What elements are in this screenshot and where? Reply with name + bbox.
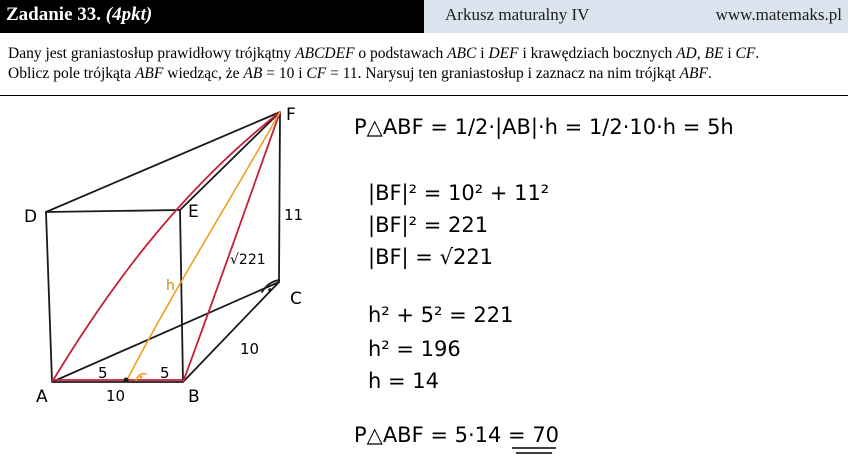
h-equation-3: h = 14 [368, 369, 439, 393]
vertex-c-label: C [290, 289, 302, 309]
task-text: Oblicz pole trójkąta [8, 65, 135, 82]
right-angle-dot-c [268, 288, 272, 292]
final-answer: P△ABF = 5·14 = 70 [354, 423, 560, 447]
edge-de [46, 210, 180, 212]
task-text: = 10 i [262, 65, 307, 82]
sheet-header [424, 0, 848, 33]
height-label: h [166, 278, 175, 294]
task-text: i [723, 45, 736, 62]
math-symbol: BE [704, 45, 724, 62]
edge-bc-label: 10 [240, 340, 260, 358]
task-header [0, 0, 424, 33]
math-symbol: AD [676, 45, 697, 62]
bf-equation-2: |BF|² = 221 [368, 213, 489, 237]
task-number: Zadanie 33. [6, 4, 102, 25]
vertex-a-label: A [36, 387, 48, 407]
prism-drawing [0, 96, 848, 463]
area-formula: P△ABF = 1/2·|AB|·h = 1/2·10·h = 5h [354, 115, 734, 139]
task-text: i [476, 45, 489, 62]
math-symbol: DEF [488, 45, 519, 62]
edge-ab-label: 10 [106, 387, 126, 405]
math-symbol: ABF [679, 65, 708, 82]
h-equation-1: h² + 5² = 221 [368, 303, 514, 327]
task-text: . [755, 45, 760, 62]
bf-equation-1: |BF|² = 10² + 11² [368, 181, 550, 205]
math-symbol: CF [306, 65, 327, 82]
task-line-1 [8, 44, 844, 64]
right-angle-dot-h [140, 376, 143, 379]
task-text: , [696, 45, 705, 62]
math-symbol: CF [735, 45, 756, 62]
midpoint-dot [124, 378, 129, 383]
task-text: = 11. Narysuj ten graniastosłup i zaznacz na nim trójkąt [326, 65, 680, 82]
task-line-2 [8, 64, 844, 84]
math-symbol: ABF [134, 65, 164, 82]
task-text: wiedząc, że [163, 65, 244, 82]
edge-df [46, 112, 280, 212]
half-right-label: 5 [160, 364, 170, 382]
sheet-title: Arkusz maturalny IV [445, 5, 590, 24]
half-left-label: 5 [98, 364, 108, 382]
vertex-b-label: B [188, 387, 200, 407]
vertex-d-label: D [24, 207, 38, 227]
bf-length-label: √221 [230, 252, 266, 268]
task-text: o podstawach [354, 45, 448, 62]
edge-bc [183, 282, 279, 382]
task-text: Dany jest graniastosłup prawidłowy trójkątny [8, 45, 296, 62]
task-text: i krawędziach bocznych [518, 45, 677, 62]
answer-underline [512, 448, 556, 453]
task-statement [8, 44, 844, 84]
vertex-f-label: F [286, 105, 296, 125]
bf-equation-3: |BF| = √221 [368, 245, 494, 269]
task-text: . [708, 65, 712, 82]
website-label: www.matemaks.pl [715, 5, 842, 24]
edge-ef [180, 112, 280, 210]
task-points: (4pkt) [105, 4, 153, 25]
h-equation-2: h² = 196 [368, 337, 461, 361]
edge-ad [46, 212, 52, 382]
header-bar [0, 0, 848, 33]
math-symbol: AB [243, 65, 263, 82]
vertex-e-label: E [188, 202, 199, 222]
math-symbol: ABCDEF [295, 45, 355, 62]
edge-cf [279, 112, 280, 282]
edge-be [180, 210, 183, 382]
solution [354, 115, 734, 447]
edge-cf-label: 11 [284, 206, 304, 224]
math-symbol: ABC [447, 45, 477, 62]
